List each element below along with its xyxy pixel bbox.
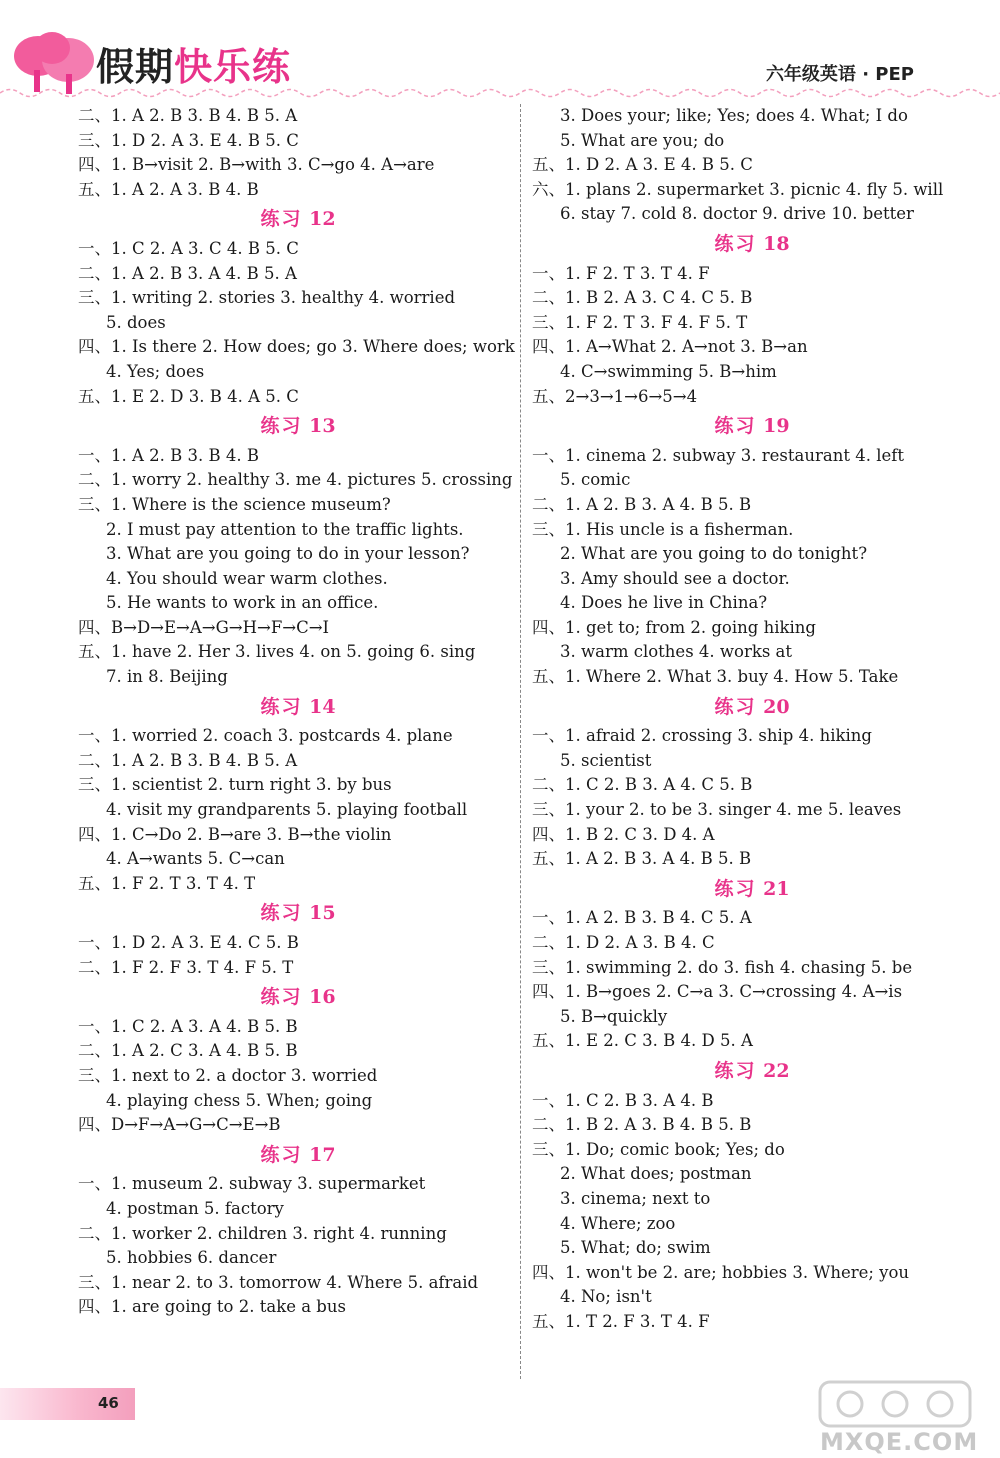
answer-line: 三、1. His uncle is a fisherman. — [532, 519, 794, 539]
exercise-heading — [78, 985, 518, 1010]
answer-line: 7. in 8. Beijing — [106, 667, 228, 687]
answer-line: 四、1. Is there 2. How does; go 3. Where does; work — [78, 337, 515, 357]
answer-line: 四、D→F→A→G→C→E→B — [78, 1115, 281, 1135]
answer-line: 一、1. cinema 2. subway 3. restaurant 4. left — [532, 445, 904, 465]
exercise-heading — [78, 207, 518, 232]
exercise-heading-label: 练习 — [714, 877, 757, 900]
exercise-heading-number: 14 — [309, 695, 336, 718]
answer-line: 一、1. D 2. A 3. E 4. C 5. B — [78, 933, 299, 952]
answer-line: 二、1. B 2. A 3. C 4. C 5. B — [532, 288, 753, 308]
answer-line: 一、1. F 2. T 3. T 4. F — [532, 263, 710, 283]
answer-line: 四、1. get to; from 2. going hiking — [532, 617, 816, 637]
answer-line: 三、1. scientist 2. turn right 3. by bus — [78, 775, 392, 795]
answer-line: 4. Yes; does — [106, 361, 205, 381]
answer-line: 三、1. Do; comic book; Yes; do — [532, 1139, 785, 1159]
answer-line: 三、1. swimming 2. do 3. fish 4. chasing 5. be — [532, 957, 913, 977]
answer-line: 4. postman 5. factory — [106, 1198, 284, 1218]
exercise-heading — [78, 414, 518, 439]
exercise-heading — [532, 414, 972, 439]
answer-line: 一、1. A 2. B 3. B 4. C 5. A — [532, 908, 752, 928]
answer-line: 2. What does; postman — [560, 1164, 752, 1184]
answer-line: 五、1. D 2. A 3. E 4. B 5. C — [532, 155, 753, 175]
answer-line: 二、1. A 2. B 3. B 4. B 5. A — [78, 750, 298, 770]
answer-line: 二、1. B 2. A 3. B 4. B 5. B — [532, 1115, 752, 1135]
exercise-heading-number: 20 — [763, 695, 790, 718]
exercise-heading-number: 12 — [309, 208, 336, 231]
exercise-heading-label: 练习 — [714, 695, 757, 718]
right-answer-column — [532, 104, 972, 1335]
answer-line: 三、1. writing 2. stories 3. healthy 4. worried — [78, 288, 456, 308]
answer-line: 一、1. worried 2. coach 3. postcards 4. plane — [78, 726, 453, 746]
answer-line: 4. A→wants 5. C→can — [106, 849, 285, 869]
answer-line: 五、2→3→1→6→5→4 — [532, 386, 698, 406]
answer-line: 二、1. worker 2. children 3. right 4. running — [78, 1223, 447, 1243]
exercise-heading-number: 22 — [763, 1059, 790, 1082]
exercise-heading-number: 13 — [309, 415, 336, 438]
answer-line: 4. C→swimming 5. B→him — [560, 361, 777, 381]
exercise-heading-number: 17 — [309, 1143, 336, 1166]
exercise-heading-label: 练习 — [714, 415, 757, 438]
answer-line: 三、1. near 2. to 3. tomorrow 4. Where 5. afraid — [78, 1272, 479, 1292]
answer-line: 一、1. C 2. B 3. A 4. B — [532, 1090, 714, 1110]
exercise-heading — [532, 1059, 972, 1084]
answer-line: 三、1. D 2. A 3. E 4. B 5. C — [78, 130, 299, 150]
answer-line: 四、B→D→E→A→G→H→F→C→I — [78, 617, 330, 637]
answer-line: 五、1. A 2. B 3. A 4. B 5. B — [532, 849, 752, 869]
answer-line: 四、1. B→visit 2. B→with 3. C→go 4. A→are — [78, 155, 435, 175]
answer-line: 5. scientist — [560, 750, 652, 770]
exercise-heading-label: 练习 — [260, 1143, 303, 1166]
answer-line: 5. does — [106, 312, 166, 332]
answer-line: 二、1. A 2. B 3. B 4. B 5. A — [78, 106, 298, 125]
answer-line: 三、1. your 2. to be 3. singer 4. me 5. leaves — [532, 800, 902, 820]
page-number: 46 — [98, 1394, 119, 1412]
exercise-heading-label: 练习 — [260, 208, 303, 231]
watermark-text: MXQE.COM — [820, 1428, 979, 1456]
answer-line: 3. Amy should see a doctor. — [560, 568, 790, 588]
answer-line: 5. He wants to work in an office. — [106, 593, 379, 613]
answer-line: 一、1. C 2. A 3. A 4. B 5. B — [78, 1016, 298, 1036]
logo-text-part1: 假期 — [96, 45, 175, 89]
exercise-heading-label: 练习 — [714, 232, 757, 255]
exercise-heading-number: 18 — [763, 232, 790, 255]
answer-line: 五、1. E 2. C 3. B 4. D 5. A — [532, 1031, 753, 1051]
answer-line: 三、1. Where is the science museum? — [78, 494, 391, 514]
answer-line: 3. warm clothes 4. works at — [560, 642, 793, 662]
answer-line: 4. Does he live in China? — [560, 593, 768, 613]
answer-line: 5. B→quickly — [560, 1006, 668, 1026]
exercise-heading — [78, 1143, 518, 1168]
book-subtitle: 六年级英语 · PEP — [765, 64, 914, 85]
answer-line: 5. What; do; swim — [560, 1238, 711, 1258]
exercise-heading-label: 练习 — [260, 902, 303, 925]
left-answer-column — [78, 104, 518, 1320]
answer-line: 一、1. A 2. B 3. B 4. B — [78, 445, 259, 465]
exercise-heading — [532, 232, 972, 257]
answer-line: 五、1. F 2. T 3. T 4. T — [78, 873, 256, 893]
answer-line: 二、1. F 2. F 3. T 4. F 5. T — [78, 957, 294, 977]
answer-line: 4. visit my grandparents 5. playing football — [106, 800, 468, 820]
answer-line: 五、1. E 2. D 3. B 4. A 5. C — [78, 386, 299, 406]
answer-line: 4. Where; zoo — [560, 1213, 676, 1233]
answer-line: 四、1. are going to 2. take a bus — [78, 1297, 346, 1317]
answer-line: 四、1. B→goes 2. C→a 3. C→crossing 4. A→is — [532, 982, 903, 1002]
answer-line: 二、1. C 2. B 3. A 4. C 5. B — [532, 775, 753, 795]
answer-line: 四、1. won't be 2. are; hobbies 3. Where; you — [532, 1262, 910, 1282]
column-divider — [520, 104, 521, 1379]
answer-line: 二、1. A 2. C 3. A 4. B 5. B — [78, 1041, 298, 1061]
answer-line: 4. You should wear warm clothes. — [106, 568, 388, 588]
brand-logo-text — [96, 36, 291, 91]
answer-line: 5. hobbies 6. dancer — [106, 1248, 277, 1268]
answer-line: 四、1. A→What 2. A→not 3. B→an — [532, 337, 808, 357]
answer-line: 四、1. C→Do 2. B→are 3. B→the violin — [78, 824, 392, 844]
answer-line: 五、1. T 2. F 3. T 4. F — [532, 1311, 710, 1331]
exercise-heading-number: 21 — [763, 877, 790, 900]
answer-line: 4. No; isn't — [560, 1287, 652, 1307]
answer-line: 5. What are you; do — [560, 130, 725, 150]
answer-line: 三、1. next to 2. a doctor 3. worried — [78, 1065, 378, 1085]
answer-line: 二、1. A 2. B 3. A 4. B 5. B — [532, 494, 752, 514]
answer-line: 二、1. D 2. A 3. B 4. C — [532, 933, 715, 952]
exercise-heading-label: 练习 — [260, 986, 303, 1009]
answer-line: 一、1. C 2. A 3. C 4. B 5. C — [78, 238, 299, 258]
answer-line: 五、1. A 2. A 3. B 4. B — [78, 179, 259, 199]
exercise-heading-label: 练习 — [260, 695, 303, 718]
answer-line: 四、1. B 2. C 3. D 4. A — [532, 824, 715, 844]
answer-line: 一、1. museum 2. subway 3. supermarket — [78, 1174, 426, 1194]
answer-line: 三、1. F 2. T 3. F 4. F 5. T — [532, 312, 748, 332]
answer-line: 4. playing chess 5. When; going — [106, 1090, 373, 1110]
answer-line: 二、1. worry 2. healthy 3. me 4. pictures 5. crossing — [78, 470, 513, 490]
answer-line: 二、1. A 2. B 3. A 4. B 5. A — [78, 263, 297, 283]
answer-line: 五、1. Where 2. What 3. buy 4. How 5. Take — [532, 667, 899, 687]
page-header — [0, 0, 1000, 100]
answer-line: 六、1. plans 2. supermarket 3. picnic 4. fly 5. will — [532, 179, 944, 199]
logo-text-part2: 快乐练 — [174, 45, 292, 89]
exercise-heading-label: 练习 — [260, 415, 303, 438]
answer-line: 3. Does your; like; Yes; does 4. What; I do — [560, 106, 908, 125]
exercise-heading — [78, 695, 518, 720]
answer-line: 6. stay 7. cold 8. doctor 9. drive 10. better — [560, 204, 914, 224]
decorative-wave-line-icon — [0, 86, 1000, 100]
exercise-heading-label: 练习 — [714, 1059, 757, 1082]
answer-line: 五、1. have 2. Her 3. lives 4. on 5. going 6. sing — [78, 642, 476, 662]
exercise-heading — [78, 901, 518, 926]
answer-line: 3. What are you going to do in your lesson? — [106, 544, 470, 564]
answer-line: 2. I must pay attention to the traffic lights. — [106, 519, 464, 539]
exercise-heading-number: 15 — [309, 902, 336, 925]
exercise-heading-number: 16 — [309, 986, 336, 1009]
answer-line: 一、1. afraid 2. crossing 3. ship 4. hiking — [532, 726, 872, 746]
exercise-heading-number: 19 — [763, 415, 790, 438]
exercise-heading — [532, 695, 972, 720]
answer-line: 5. comic — [560, 470, 631, 490]
answer-line: 3. cinema; next to — [560, 1188, 711, 1208]
answer-line: 2. What are you going to do tonight? — [560, 544, 868, 564]
exercise-heading — [532, 877, 972, 902]
